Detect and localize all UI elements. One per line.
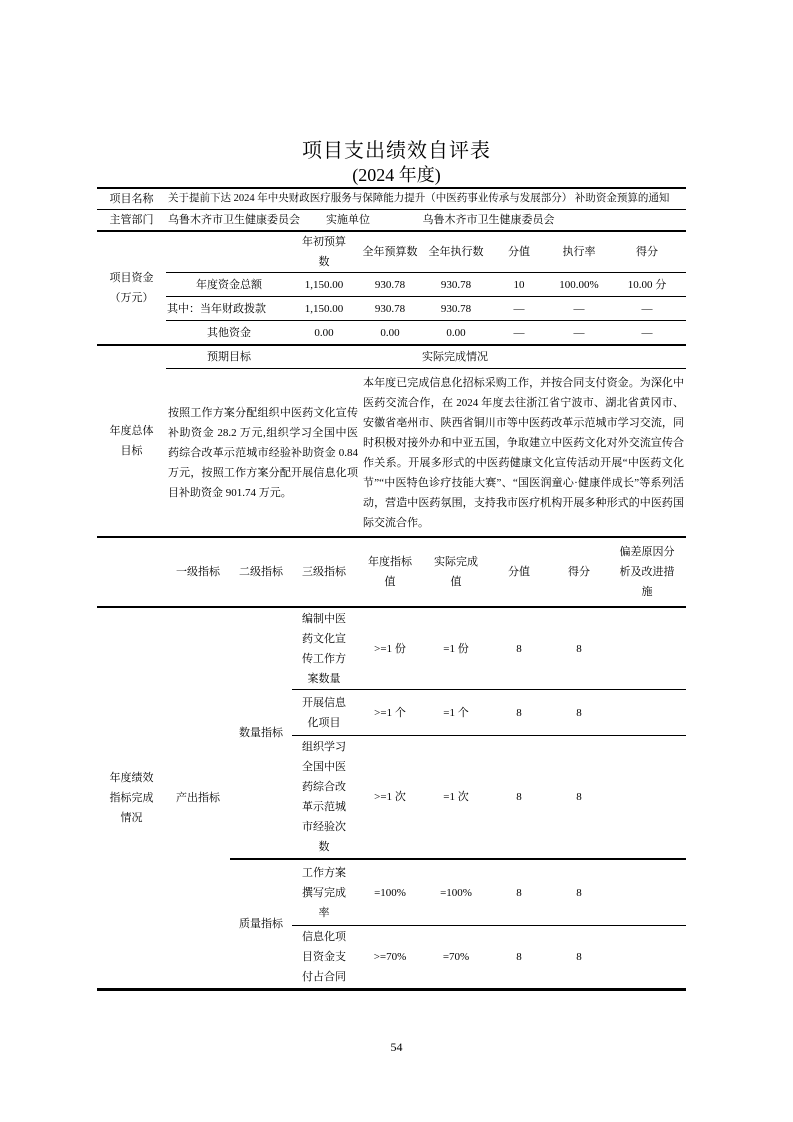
indicator-name: 信息化项目资金支付占合同 [302, 931, 346, 983]
indicator-score: 8 [576, 706, 582, 719]
annual-goal-grid [166, 346, 686, 536]
funding-header-row [166, 232, 686, 272]
indicator-actual: =70% [442, 951, 470, 963]
funding-value: — [513, 302, 525, 315]
funding-value: 930.78 [440, 302, 472, 315]
indicator-name: 工作方案撰写完成率 [302, 866, 346, 919]
indicator-row [292, 925, 686, 988]
funding-header-score-total: 分值 [508, 246, 530, 258]
funding-value: — [573, 302, 585, 315]
quantity-indicator-label: 数量指标 [239, 727, 283, 739]
funding-value: 0.00 [446, 326, 466, 339]
actual-result-text: 本年度已完成信息化招标采购工作，并按合同支付资金。为深化中医药交流合作，在 2024 年度去往浙江省宁波市、湖北省黄冈市、安徽省亳州市、陕西省铜川市等中医药改革示范城市学习交流，同时积极对接外办和中亚五国，争取建立中医药文化对外交流宣传合作关系。开展多形式的中医药健康文化宣传活动开展“中医药文化节”“中医特色诊疗技能大赛”、“国医润童心·健康伴成长”等系列活动，营造中医药氛围，支持我市医疗机构开展多种形式的中医药国际交流合作。 [363, 377, 684, 529]
goal-header-row [166, 346, 686, 368]
quality-indicator-label: 质量指标 [239, 918, 283, 930]
expected-goal-text-cell [166, 369, 358, 536]
funding-value: — [513, 326, 525, 339]
indicator-score-total: 8 [516, 791, 522, 803]
funding-value: 100.00% [559, 278, 599, 291]
indicator-target: =100% [374, 886, 406, 899]
indicator-score-total: 8 [516, 886, 522, 899]
funding-value: 10.00 分 [627, 278, 667, 291]
quantity-indicator-group [230, 608, 686, 858]
implementing-unit-label: 实施单位 [326, 214, 370, 226]
empty-cell [97, 538, 166, 606]
funding-value: — [641, 302, 653, 315]
funding-header-executed: 全年执行数 [428, 246, 484, 258]
indicator-deviation [608, 690, 686, 735]
indicator-row [292, 860, 686, 925]
funding-value: 1,150.00 [304, 302, 344, 315]
indicator-actual: =100% [440, 886, 472, 899]
implementing-unit-value: 乌鲁木齐市卫生健康委员会 [422, 214, 555, 226]
indicator-name: 开展信息化项目 [302, 696, 346, 729]
funding-row-other [166, 320, 686, 344]
funding-value: 0.00 [380, 326, 400, 339]
header-target: 年度指标值 [368, 556, 412, 588]
header-level3: 三级指标 [302, 566, 346, 578]
funding-row-label-fiscal: 其中：当年财政拨款 [167, 302, 266, 315]
expected-goal-text: 按照工作方案分配组织中医药文化宣传补助资金 28.2 万元,组织学习全国中医药综合改革示范城市经验补助资金 0.84 万元，按照工作方案分配开展信息化项目补助资金 901.74 万元。 [168, 406, 358, 499]
funding-value: — [641, 326, 653, 339]
indicator-score: 8 [576, 791, 582, 803]
indicator-row-group-label: 年度绩效指标完成情况 [109, 772, 154, 824]
annual-goal-label: 年度总体目标 [109, 425, 154, 457]
indicator-actual: =1 次 [443, 791, 469, 803]
indicator-actual: =1 份 [443, 642, 469, 655]
annual-goal-section [97, 344, 686, 536]
actual-result-header: 实际完成情况 [422, 351, 488, 363]
funding-row-label-total: 年度资金总额 [196, 278, 262, 291]
project-name-value: 关于提前下达 2024 年中央财政医疗服务与保障能力提升（中医药事业传承与发展部分） 补助资金预算的通知 [168, 193, 670, 204]
department-label: 主管部门 [109, 214, 154, 226]
indicator-name: 编制中医药文化宣传工作方案数量 [302, 612, 346, 685]
project-name-label: 项目名称 [109, 193, 154, 205]
indicator-actual: =1 个 [443, 706, 469, 719]
department-value: 乌鲁木齐市卫生健康委员会 [168, 214, 300, 226]
department-row [97, 209, 686, 230]
quality-indicator-group [230, 858, 686, 988]
level1-indicator-value: 产出指标 [176, 792, 220, 804]
funding-value: 930.78 [374, 302, 406, 315]
quantity-indicator-rows [292, 608, 686, 858]
funding-value: 1,150.00 [304, 278, 344, 291]
indicator-row [292, 689, 686, 735]
header-actual: 实际完成值 [434, 556, 478, 588]
indicator-target: >=1 份 [374, 642, 406, 655]
funding-header-budget-initial: 年初预算数 [302, 236, 346, 268]
funding-value: 930.78 [440, 278, 472, 291]
funding-value: 930.78 [374, 278, 406, 291]
funding-value: 10 [513, 278, 525, 291]
indicator-deviation [608, 608, 686, 689]
header-deviation: 偏差原因分析及改进措施 [619, 546, 675, 598]
indicator-deviation [608, 736, 686, 858]
indicator-groups [230, 608, 686, 988]
funding-header-score: 得分 [636, 246, 658, 258]
actual-result-text-cell [358, 369, 686, 536]
expected-goal-header: 预期目标 [207, 351, 251, 363]
funding-value: — [573, 326, 585, 339]
funding-row-fiscal [166, 296, 686, 320]
header-level2: 二级指标 [239, 566, 283, 578]
funding-header-budget-full: 全年预算数 [362, 246, 418, 258]
indicator-body [97, 606, 686, 988]
indicator-target: >=1 个 [374, 706, 406, 719]
indicator-name: 组织学习全国中医药综合改革示范城市经验次数 [302, 741, 346, 853]
indicator-score-total: 8 [516, 706, 522, 719]
funding-grid [166, 232, 686, 344]
funding-value: 0.00 [314, 326, 334, 339]
header-score-total: 分值 [508, 566, 530, 578]
indicator-score: 8 [576, 886, 582, 899]
quality-indicator-rows [292, 860, 686, 988]
indicator-row [292, 608, 686, 689]
indicator-header-row [97, 536, 686, 606]
empty-cell [618, 346, 686, 368]
indicator-target: >=1 次 [374, 791, 406, 803]
indicator-deviation [608, 926, 686, 988]
document-title: 项目支出绩效自评表 [302, 140, 491, 162]
project-name-row [97, 189, 686, 209]
indicator-row [292, 735, 686, 858]
header-score: 得分 [568, 566, 590, 578]
funding-section [97, 230, 686, 344]
funding-row-label-other: 其他资金 [207, 326, 251, 339]
empty-cell [166, 232, 292, 272]
funding-row-total [166, 272, 686, 296]
funding-header-exec-rate: 执行率 [562, 246, 596, 258]
goal-content-row [166, 368, 686, 536]
funding-row-label: 项目资金（万元） [109, 272, 154, 304]
document-subtitle: (2024 年度) [352, 165, 441, 185]
indicator-score-total: 8 [516, 642, 522, 655]
self-evaluation-table [97, 187, 686, 991]
page-number: 54 [390, 1040, 403, 1054]
indicator-target: >=70% [373, 951, 407, 963]
empty-cell [583, 210, 686, 230]
indicator-score: 8 [576, 951, 582, 963]
indicator-score: 8 [576, 642, 582, 655]
indicator-deviation [608, 860, 686, 925]
header-level1: 一级指标 [176, 566, 220, 578]
indicator-score-total: 8 [516, 951, 522, 963]
